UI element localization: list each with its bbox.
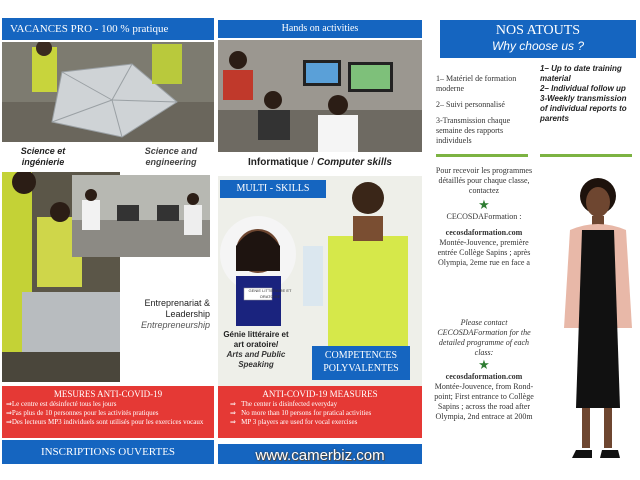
entrepreneurship-en: Entrepreneurship [140, 320, 210, 330]
photo-computer-class [218, 40, 422, 152]
atout-en-item: 1– Up to date training material [540, 64, 622, 83]
computer-caption-separator: / [308, 157, 317, 168]
caption-science-en: Science and engineering [144, 146, 198, 167]
inscriptions-banner: INSCRIPTIONS OUVERTES [2, 440, 214, 464]
speaker-badge: GENIE LITTERAIRE ET ORATOIRE [248, 288, 292, 299]
entrepreneurship-caption [118, 298, 210, 331]
photo-science-workshop [2, 42, 214, 142]
photo-computer-room [72, 175, 210, 257]
atout-fr-item: 2– Suivi personnalisé [436, 100, 505, 109]
site-watermark: www.camerbiz.com [255, 447, 385, 464]
genie-caption-en: Arts and Public Speaking [226, 350, 286, 369]
site-link-fr[interactable]: cecosdaformation.com [445, 228, 523, 237]
atout-fr-item: 3-Transmission chaque semaine des rapports individuels [436, 116, 511, 145]
atout-en-item: 3-Weekly transmission of individual reports to parents [540, 94, 627, 123]
atouts-list-fr [436, 74, 532, 146]
atouts-divider-fr [436, 154, 528, 157]
contact-fr-text: Pour recevoir les programmes détaillés pour chaque classe, contactez [435, 166, 533, 195]
brand-fr: CECOSDAFormation : [446, 212, 522, 221]
atouts-title-en: Why choose us ? [491, 39, 585, 53]
atouts-list-en [540, 64, 636, 124]
covid-list-fr [6, 400, 210, 427]
address-en: Montée-Jouvence, from Rond-point; First entrance to Collège Sapins ; across the road after Olympia, 2nd entrace at 200m [434, 382, 534, 421]
photo-presenter [540, 168, 640, 464]
covid-title-en: ANTI-COVID-19 MEASURES [262, 389, 378, 399]
hands-on-header: Hands on activities [218, 20, 422, 38]
site-link-en[interactable]: cecosdaformation.com [445, 372, 523, 381]
star-icon: ★ [478, 357, 490, 372]
star-icon: ★ [478, 197, 490, 212]
competences-label: COMPETENCES POLYVALENTES [312, 346, 410, 380]
covid-item-en: ⇒ The center is disinfected everyday [230, 400, 338, 408]
atout-en-item: 2– Individual follow up [540, 84, 626, 93]
atouts-header [440, 20, 636, 58]
covid-item-en: ⇒ No more than 10 persons for pratical activities [230, 409, 372, 417]
science-workshop-illustration [2, 42, 214, 142]
genie-caption-fr: Génie littéraire et art oratoire/ [223, 330, 289, 349]
contact-en-text: Please contact CECOSDAFormation for the detailed programme of each class: [437, 318, 531, 357]
covid-list-en [222, 400, 418, 427]
atout-fr-item: 1– Matériel de formation moderne [436, 74, 517, 93]
computer-skills-caption [218, 156, 422, 170]
covid-item-fr: ⇒Des lecteurs MP3 individuels sont utilisés pour les exercices vocaux [6, 418, 204, 426]
contact-block-en [434, 318, 534, 422]
computer-class-illustration [218, 40, 422, 152]
computer-caption-en: Computer skills [316, 157, 392, 168]
computer-room-illustration [72, 175, 210, 257]
vacances-pro-header: VACANCES PRO - 100 % pratique [2, 18, 214, 40]
address-fr: Montée-Jouvence, première entrée Collège Sapins ; après Olympia, 2eme rue en face a [437, 238, 531, 267]
covid-measures-fr [2, 386, 214, 438]
multi-skills-label: MULTI - SKILLS [220, 180, 326, 198]
genie-caption [220, 330, 292, 370]
covid-item-fr: ⇒Pas plus de 10 personnes pour les activités pratiques [6, 409, 159, 417]
atouts-title-fr: NOS ATOUTS [495, 23, 581, 38]
presenter-illustration [540, 168, 640, 464]
entrepreneurship-fr: Entreprenariat & Leadership [144, 298, 210, 319]
contact-block-fr [434, 166, 534, 268]
covid-title-fr: MESURES ANTI-COVID-19 [53, 389, 163, 399]
atouts-divider-en [540, 154, 632, 157]
computer-caption-fr: Informatique [248, 157, 309, 168]
caption-science-fr: Science et ingénierie [20, 146, 66, 167]
covid-item-en: ⇒ MP 3 players are used for vocal exercises [230, 418, 358, 426]
covid-measures-en [218, 386, 422, 438]
covid-item-fr: ⇒Le centre est désinfecté tous les jours [6, 400, 117, 408]
